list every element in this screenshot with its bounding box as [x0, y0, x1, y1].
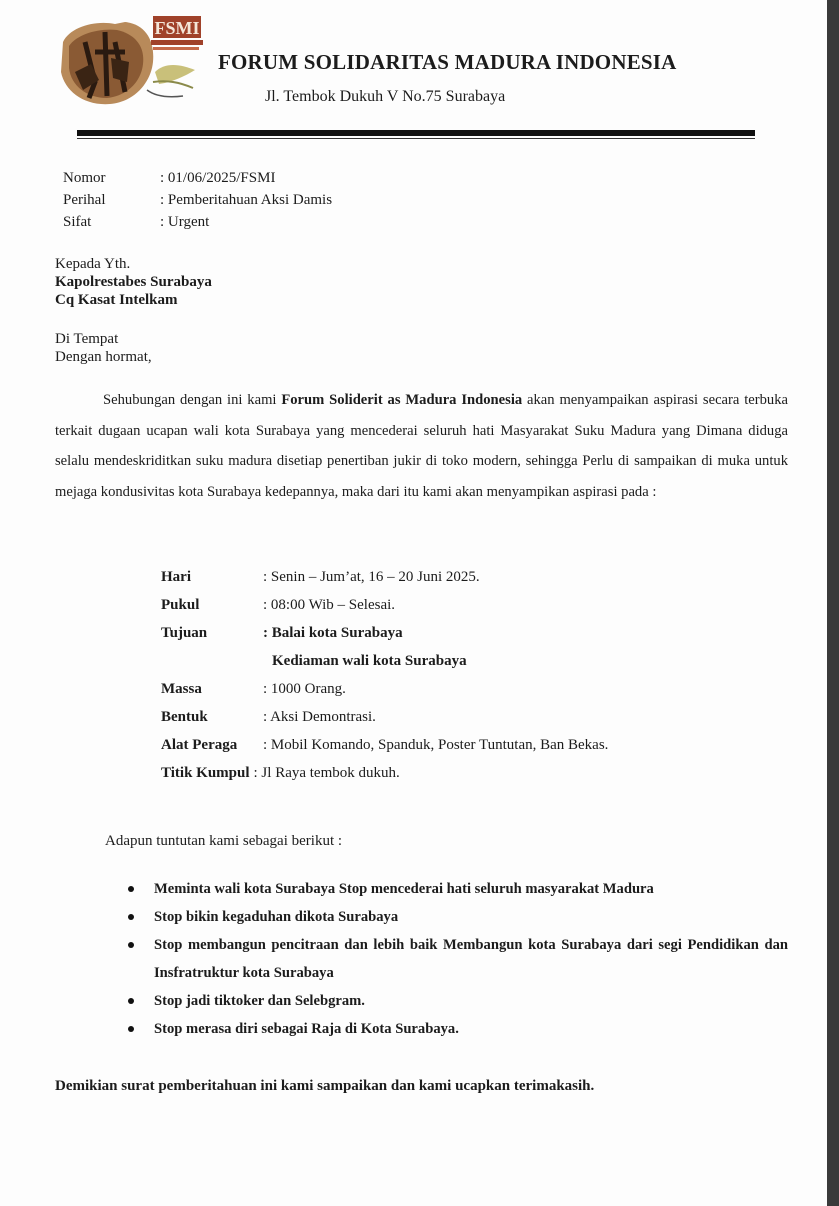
recipient-location: Di Tempat: [55, 331, 119, 347]
organization-mention: Forum Soliderit as Madura Indonesia: [281, 392, 523, 408]
demand-item: [125, 987, 788, 1015]
letterhead-divider-thin: [77, 138, 755, 139]
greeting: Dengan hormat,: [55, 349, 152, 365]
meta-label: Nomor: [63, 169, 106, 186]
letter-meta: [63, 167, 332, 233]
demand-text: Stop bikin kegaduhan dikota Surabaya: [154, 909, 399, 925]
detail-label: Alat Peraga: [161, 736, 238, 753]
detail-row-alat-peraga: [161, 731, 608, 759]
svg-text:FSMI: FSMI: [154, 18, 200, 38]
recipient-salutation: Kepada Yth.: [55, 256, 131, 272]
bullet-icon: [128, 886, 134, 892]
detail-row-bentuk: [161, 703, 608, 731]
demands-intro: Adapun tuntutan kami sebagai berikut :: [105, 833, 343, 849]
detail-label: Titik Kumpul: [161, 764, 250, 781]
detail-value: : Senin – Jum’at, 16 – 20 Juni 2025.: [263, 568, 480, 585]
detail-value: : Aksi Demontrasi.: [263, 708, 376, 725]
detail-label: Bentuk: [161, 708, 208, 725]
demand-item: [125, 903, 788, 931]
detail-row-pukul: [161, 591, 608, 619]
detail-value: : Jl Raya tembok dukuh.: [253, 764, 400, 781]
demand-text: Stop jadi tiktoker dan Selebgram.: [154, 993, 365, 1009]
detail-label: Massa: [161, 680, 202, 697]
meta-label: Sifat: [63, 213, 92, 230]
detail-row-titik-kumpul: [161, 759, 608, 787]
detail-row-tujuan: [161, 619, 608, 647]
demand-text: Stop membangun pencitraan dan lebih baik Membangun kota Surabaya dari segi Pendidikan dan Insfratruktur kota Surabaya: [154, 937, 788, 981]
detail-label: Tujuan: [161, 624, 208, 641]
demand-item: [125, 931, 788, 987]
meta-row-perihal: [63, 189, 332, 211]
demands-list: [125, 875, 788, 1043]
meta-value: : Urgent: [160, 213, 210, 230]
letterhead-divider-thick: [77, 130, 755, 136]
detail-value: : 1000 Orang.: [263, 680, 346, 697]
detail-label: Hari: [161, 568, 191, 585]
paragraph-rest: akan menyampaikan aspirasi secara terbuka terkait dugaan ucapan wali kota Surabaya yang mencederai seluruh hati Masyarakat Suku Madura yang Dimana diduga selalu mendeskriditkan suku madura disetiap penertiban jukir di toko modern, sehingga Perlu di sampaikan di muka untuk mejaga kondusivitas kota Surabaya kedepannya, maka dari itu kami akan menyampikan aspirasi pada :: [55, 392, 788, 500]
demand-text: Meminta wali kota Surabaya Stop mencederai hati seluruh masyarakat Madura: [154, 881, 654, 897]
closing-statement: Demikian surat pemberitahuan ini kami sampaikan dan kami ucapkan terimakasih.: [55, 1078, 595, 1094]
detail-value: : Mobil Komando, Spanduk, Poster Tuntutan, Ban Bekas.: [263, 736, 609, 753]
bullet-icon: [128, 998, 134, 1004]
detail-value: : 08:00 Wib – Selesai.: [263, 596, 396, 613]
demand-item: [125, 1015, 788, 1043]
bullet-icon: [128, 1026, 134, 1032]
demand-text: Stop merasa diri sebagai Raja di Kota Surabaya.: [154, 1021, 459, 1037]
fsmi-logo: [55, 12, 205, 107]
bullet-icon: [128, 942, 134, 948]
paragraph-start: Sehubungan dengan ini kami: [103, 392, 282, 408]
meta-value: : 01/06/2025/FSMI: [160, 169, 276, 186]
action-details: [161, 563, 608, 787]
recipient-line-2: Cq Kasat Intelkam: [55, 292, 178, 308]
detail-row-tujuan-2: Kediaman wali kota Surabaya: [272, 652, 467, 669]
meta-row-nomor: [63, 167, 332, 189]
bullet-icon: [128, 914, 134, 920]
body-paragraph: [55, 385, 788, 507]
organization-address: Jl. Tembok Dukuh V No.75 Surabaya: [265, 88, 506, 105]
organization-name: FORUM SOLIDARITAS MADURA INDONESIA: [218, 50, 677, 74]
meta-label: Perihal: [63, 191, 106, 208]
meta-row-sifat: [63, 211, 332, 233]
meta-value: : Pemberitahuan Aksi Damis: [160, 191, 333, 208]
detail-row-massa: [161, 675, 608, 703]
detail-label: Pukul: [161, 596, 200, 613]
detail-value: : Balai kota Surabaya: [263, 624, 403, 641]
detail-row-hari: [161, 563, 608, 591]
location-block: [55, 330, 152, 366]
photo-edge: [827, 0, 839, 1206]
demand-item: [125, 875, 788, 903]
recipient-block: [55, 255, 212, 309]
recipient-line-1: Kapolrestabes Surabaya: [55, 274, 212, 290]
